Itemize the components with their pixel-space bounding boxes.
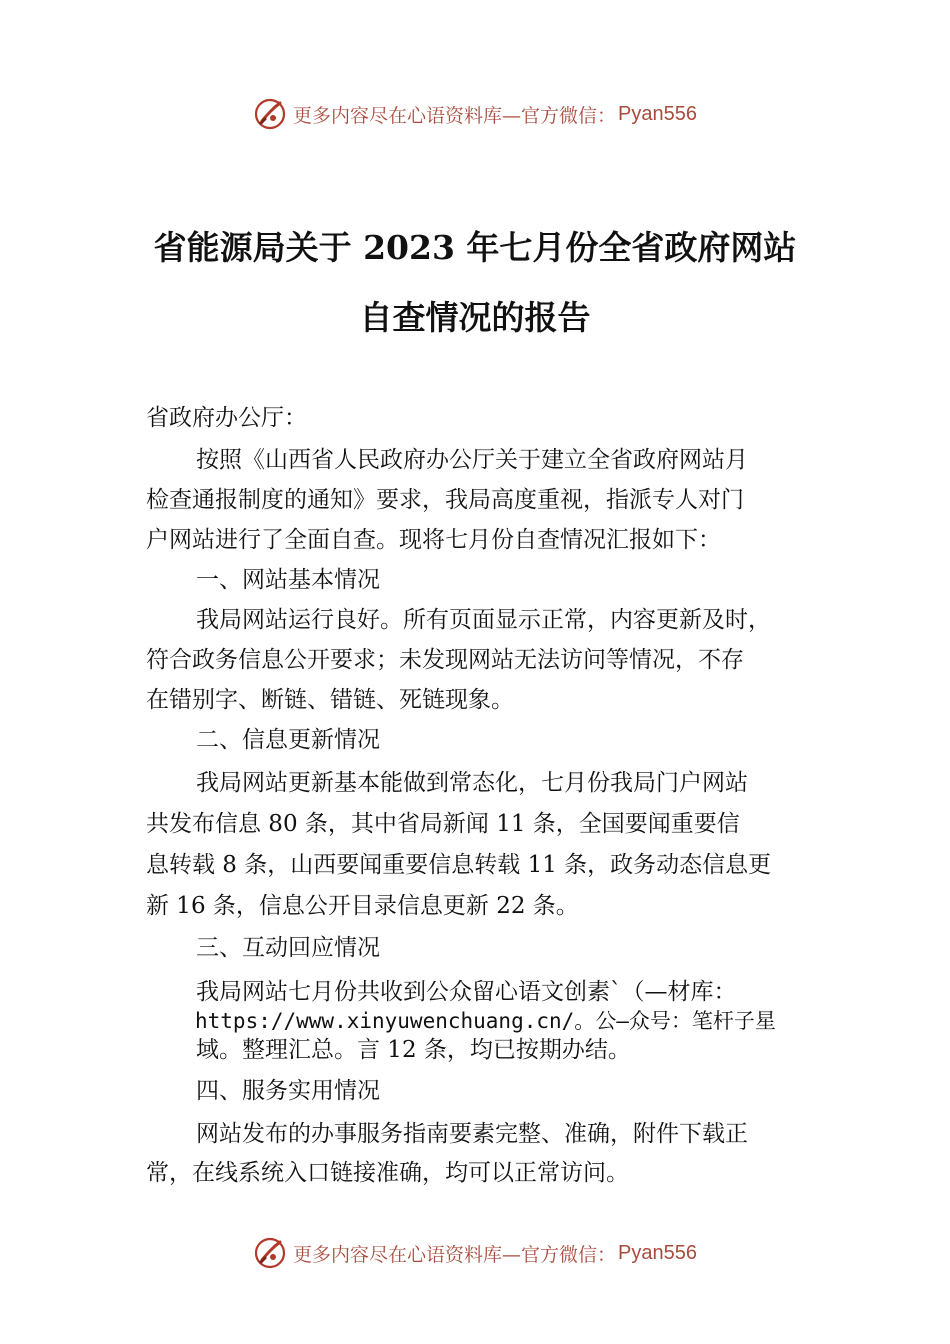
brush-logo-icon	[253, 97, 287, 131]
paragraph-3-line-1: 我局网站更新基本能做到常态化，七月份我局门户网站	[196, 770, 748, 796]
watermark-footer	[0, 1233, 950, 1273]
paragraph-3-line-3: 息转载 8 条，山西要闻重要信息转载 11 条，政务动态信息更	[146, 852, 772, 878]
salutation: 省政府办公厅：	[146, 405, 307, 431]
watermark-text: 更多内容尽在心语资料库—官方微信：	[293, 104, 617, 127]
paragraph-1-line-2: 检查通报制度的通知》要求，我局高度重视，指派专人对门	[146, 487, 744, 513]
paragraph-4-line-2: https://www.xinyuwenchuang.cn/。公—众号：笔杆子星	[195, 1009, 776, 1033]
paragraph-2-line-1: 我局网站运行良好。所有页面显示正常，内容更新及时，	[196, 607, 771, 633]
document-title-line1: 省能源局关于 2023 年七月份全省政府网站	[153, 228, 797, 267]
paragraph-4-line-3: 域。整理汇总。言 12 条，均已按期办结。	[196, 1037, 631, 1063]
paragraph-3-line-4: 新 16 条，信息公开目录信息更新 22 条。	[146, 893, 579, 919]
section-heading-3: 三、互动回应情况	[196, 935, 380, 961]
paragraph-1-line-1: 按照《山西省人民政府办公厅关于建立全省政府网站月	[196, 447, 748, 473]
paragraph-5-line-1: 网站发布的办事服务指南要素完整、准确，附件下载正	[196, 1121, 748, 1147]
section-heading-2: 二、信息更新情况	[196, 727, 380, 753]
paragraph-3-line-2: 共发布信息 80 条，其中省局新闻 11 条，全国要闻重要信	[146, 811, 740, 837]
paragraph-1-line-3: 户网站进行了全面自查。现将七月份自查情况汇报如下：	[146, 527, 721, 553]
paragraph-2-line-2: 符合政务信息公开要求；未发现网站无法访问等情况，不存	[146, 647, 744, 673]
paragraph-2-line-3: 在错别字、断链、错链、死链现象。	[146, 687, 514, 713]
document-title-line2: 自查情况的报告	[359, 298, 591, 337]
section-heading-4: 四、服务实用情况	[196, 1078, 380, 1104]
brush-logo-icon	[253, 1236, 287, 1270]
watermark-text: 更多内容尽在心语资料库—官方微信：	[293, 1243, 617, 1266]
paragraph-4-line-1: 我局网站七月份共收到公众留心语文创素`（—材库：	[196, 979, 737, 1005]
watermark-wechat-id: Pyan556	[618, 102, 697, 125]
section-heading-1: 一、网站基本情况	[196, 567, 380, 593]
paragraph-5-line-2: 常，在线系统入口链接准确，均可以正常访问。	[146, 1160, 629, 1186]
watermark-header	[0, 94, 950, 134]
watermark-wechat-id: Pyan556	[618, 1241, 697, 1264]
